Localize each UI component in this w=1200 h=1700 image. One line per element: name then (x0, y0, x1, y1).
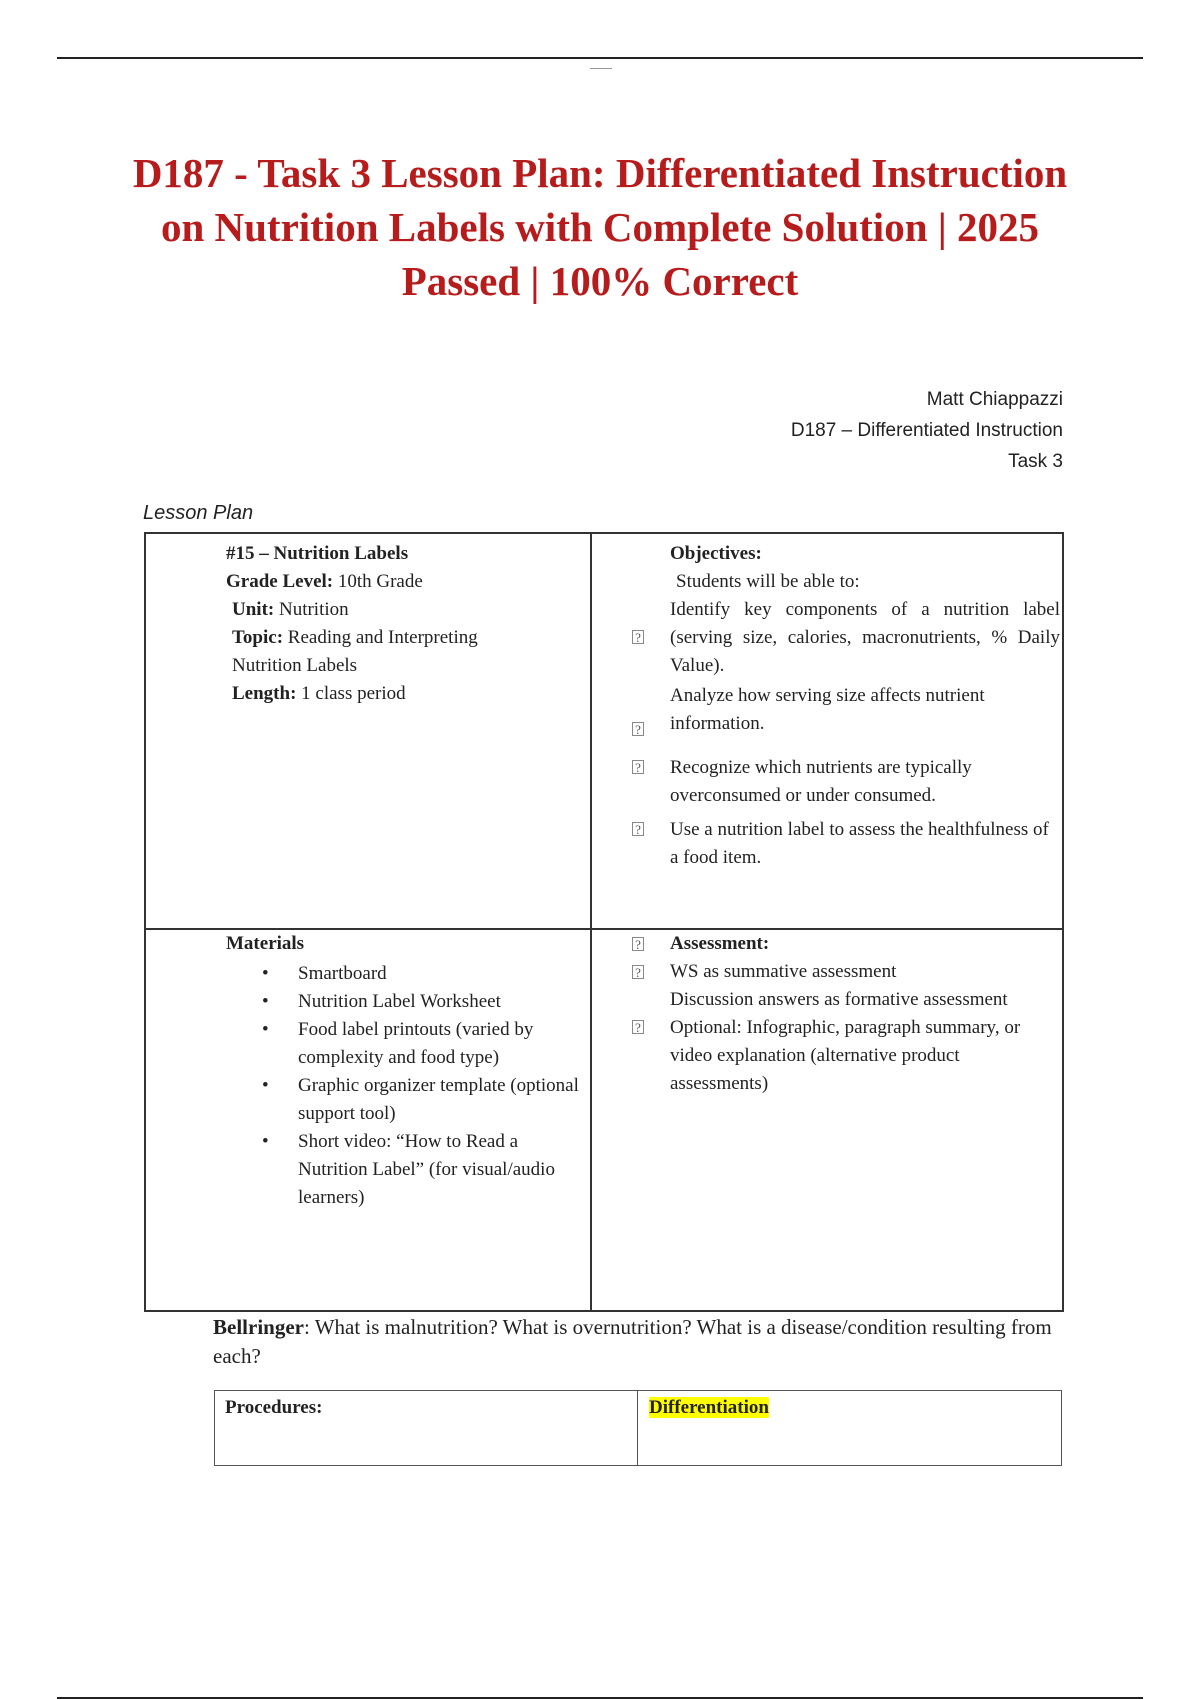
materials-item: • Food label printouts (varied by complexity and food type) (298, 1016, 586, 1072)
assessment-cell (635, 930, 1060, 1098)
checkbox-icon: ? (632, 722, 644, 736)
lesson-heading: #15 – Nutrition Labels (226, 543, 409, 564)
checkbox-icon: ? (632, 937, 644, 951)
lesson-plan-table (144, 532, 1064, 1312)
bellringer-question: : What is malnutrition? What is overnutrition? What is a disease/condition resulting from each? (213, 1315, 1052, 1368)
task-name: Task 3 (1008, 451, 1063, 472)
page-header-mark (590, 68, 612, 69)
materials-item: • Smartboard (298, 960, 586, 988)
page-top-rule (57, 57, 1143, 59)
unit-value: Nutrition (278, 599, 349, 620)
assessment-heading: Assessment: (670, 933, 770, 954)
assessment-item: ? WS as summative assessment (670, 958, 1060, 986)
lesson-info-cell (226, 540, 586, 708)
materials-cell (226, 930, 586, 1212)
materials-item: • Graphic organizer template (optional support tool) (298, 1072, 586, 1128)
checkbox-icon: ? (632, 630, 644, 644)
bellringer-label: Bellringer (213, 1315, 304, 1339)
grade-label: Grade Level: (226, 571, 334, 592)
materials-item: • Short video: “How to Read a Nutrition Label” (for visual/audio learners) (298, 1128, 586, 1212)
grade-value: 10th Grade (337, 571, 423, 592)
objective-item: ? Identify key components of a nutrition label (serving size, calories, macronutrients, % Daily Value). (670, 596, 1060, 680)
assessment-item: Optional: Infographic, paragraph summary, or video explanation (alternative product assessments) (670, 1017, 1021, 1094)
author-name: Matt Chiappazzi (926, 389, 1063, 410)
topic-value: Reading and Interpreting Nutrition Labels (232, 627, 478, 676)
objective-item: ? Use a nutrition label to assess the healthfulness of a food item. (670, 816, 1060, 872)
objectives-intro: Students will be able to: (676, 571, 860, 592)
differentiation-header: Differentiation (649, 1397, 769, 1418)
section-label: Lesson Plan (143, 502, 254, 524)
procedures-divider (637, 1391, 638, 1465)
document-title: D187 - Task 3 Lesson Plan: Differentiated Instruction on Nutrition Labels with Complete Solution | 2025 Passed | 100% Correct (132, 150, 1068, 304)
length-label: Length: (232, 683, 297, 704)
materials-item: • Nutrition Label Worksheet (298, 988, 586, 1016)
checkbox-icon: ? (632, 760, 644, 774)
topic-label: Topic: (232, 627, 284, 648)
checkbox-icon: ? (632, 822, 644, 836)
objective-item: ? Analyze how serving size affects nutrient information. (670, 682, 1060, 738)
author-block (791, 384, 1063, 477)
course-name: D187 – Differentiated Instruction (790, 420, 1063, 441)
length-value: 1 class period (301, 683, 406, 704)
procedures-header: Procedures: (225, 1397, 323, 1418)
checkbox-icon: ? (632, 965, 644, 979)
table-vertical-divider (590, 534, 592, 1310)
unit-label: Unit: (232, 599, 275, 620)
objectives-heading: Objectives: (670, 543, 762, 564)
page-bottom-rule (57, 1697, 1143, 1699)
materials-heading: Materials (226, 933, 305, 954)
procedures-table (214, 1390, 1062, 1466)
materials-list (226, 960, 586, 1212)
objective-item: ? Recognize which nutrients are typically overconsumed or under consumed. (670, 754, 1060, 810)
bellringer-text (213, 1313, 1073, 1371)
assessment-item: ? Discussion answers as formative assessment (670, 986, 1060, 1014)
assessment-heading-row (635, 930, 1060, 958)
checkbox-icon: ? (632, 1020, 644, 1034)
objectives-cell (635, 540, 1060, 872)
